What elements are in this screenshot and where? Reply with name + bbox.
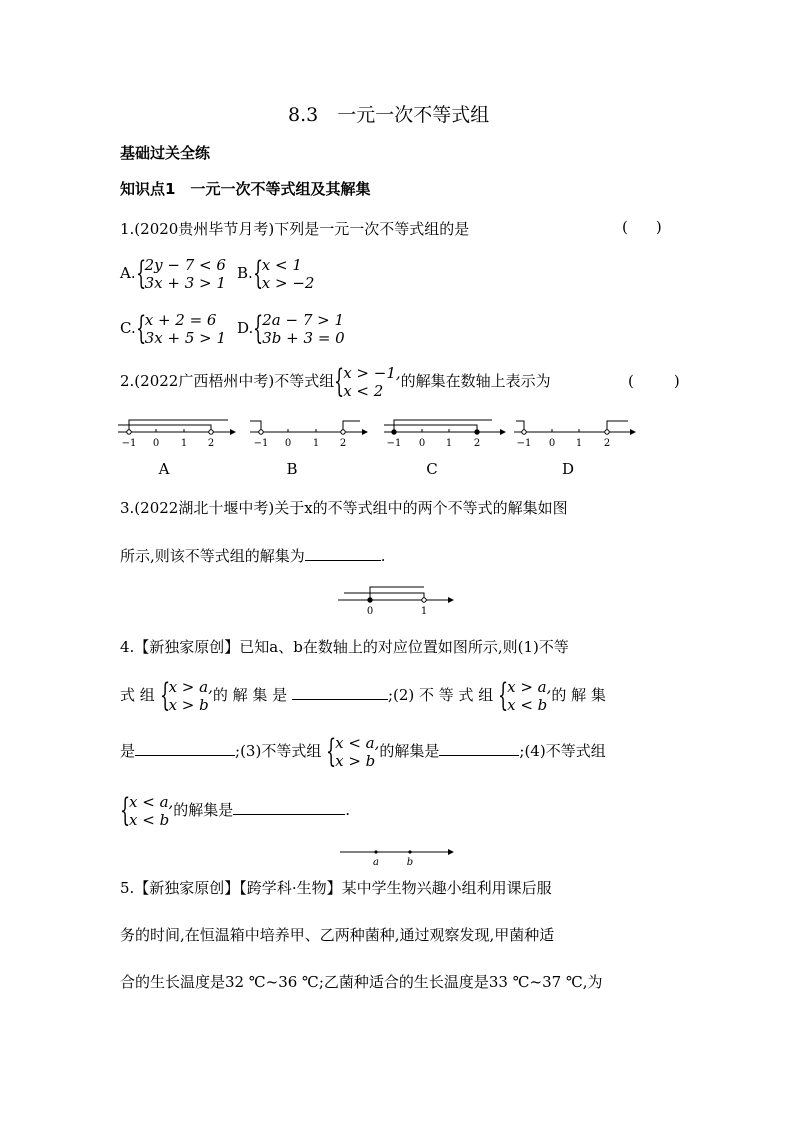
tick-label: 2 (603, 438, 611, 449)
tick-label: 1 (420, 606, 428, 617)
tick-label: 0 (284, 438, 292, 449)
figure-c (384, 420, 506, 478)
q4-line-4: { x < a, x < b 的解集是 . (120, 791, 351, 829)
figure-label: A (158, 460, 170, 478)
q4-line-3: 是 ;(3)不等式组 { x < a, x > b 的解集是 ;(4)不等式组 (120, 732, 606, 770)
tick-label: −1 (121, 438, 137, 449)
q4-line-2: 式 组 { x > a, x > b 的 解 集 是 ;(2) 不 等 式 组 { x > a, x < b 的 解 集 (120, 676, 606, 714)
q1-answer-paren: ( ) (622, 218, 662, 236)
q1-option-c: C. { x + 2 = 6 3x + 5 > 1 (120, 309, 227, 347)
tick-label: 1 (312, 438, 320, 449)
q3-answer-blank[interactable] (305, 546, 381, 561)
tick-label: 0 (366, 606, 374, 617)
q2-number-lines (110, 408, 650, 480)
tick-label: 1 (575, 438, 583, 449)
q4-answer-blank-4[interactable] (233, 800, 345, 815)
q2-answer-paren: ( ) (628, 372, 680, 390)
tick-label: 2 (339, 438, 347, 449)
figure-a (118, 420, 236, 478)
q1-option-b: B. { x < 1 x > −2 (237, 254, 315, 292)
q4-number-line (338, 843, 458, 869)
tick-label: 2 (207, 438, 215, 449)
q3-line-1: 3.(2022湖北十堰中考)关于x的不等式组中的两个不等式的解集如图 (120, 499, 568, 517)
axis-label-b: b (406, 857, 414, 868)
axis-label-a: a (373, 857, 379, 868)
q2-stem: 2.(2022广西梧州中考)不等式组 { x > −1, x < 2 的解集在数轴上表示为 (120, 362, 551, 400)
q4-answer-blank-2[interactable] (135, 741, 235, 756)
q5-line-3: 合的生长温度是32 ℃~36 ℃;乙菌种适合的生长温度是33 ℃~37 ℃,为 (120, 973, 603, 991)
q1-option-a: A. { 2y − 7 < 6 3x + 3 > 1 (120, 254, 226, 292)
figure-label: C (426, 460, 438, 478)
tick-label: 1 (180, 438, 188, 449)
figure-label: B (286, 460, 298, 478)
tick-label: 0 (152, 438, 160, 449)
q4-answer-blank-3[interactable] (439, 741, 519, 756)
knowledge-point-heading: 知识点1 一元一次不等式组及其解集 (120, 180, 371, 198)
tick-label: 2 (473, 438, 481, 449)
figure-b (250, 421, 368, 478)
q1-option-d: D. { 2a − 7 > 1 3b + 3 = 0 (237, 309, 345, 347)
tick-label: 0 (548, 438, 556, 449)
q3-number-line (336, 578, 460, 618)
q4-line-1: 4.【新独家原创】已知a、b在数轴上的对应位置如图所示,则(1)不等 (120, 638, 569, 656)
q3-line-2: 所示,则该不等式组的解集为 . (120, 547, 386, 565)
tick-label: 1 (445, 438, 453, 449)
q4-answer-blank-1[interactable] (292, 685, 388, 700)
tick-label: −1 (516, 438, 532, 449)
q5-line-2: 务的时间,在恒温箱中培养甲、乙两种菌种,通过观察发现,甲菌种适 (120, 926, 555, 944)
page-title: 8.3 一元一次不等式组 (288, 104, 490, 126)
figure-label: D (561, 460, 575, 478)
figure-d (514, 421, 636, 478)
tick-label: −1 (253, 438, 269, 449)
tick-label: −1 (386, 438, 402, 449)
tick-label: 0 (418, 438, 426, 449)
q5-line-1: 5.【新独家原创】【跨学科·生物】某中学生物兴趣小组利用课后服 (120, 879, 552, 897)
section-heading: 基础过关全练 (120, 144, 211, 162)
q1-stem: 1.(2020贵州毕节月考)下列是一元一次不等式组的是 (120, 220, 470, 238)
